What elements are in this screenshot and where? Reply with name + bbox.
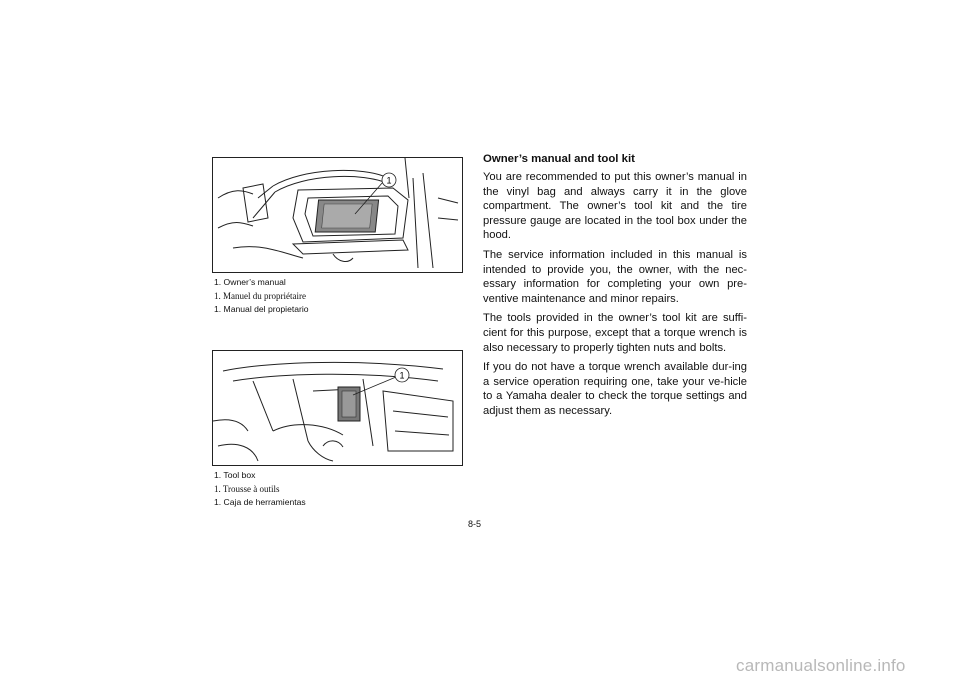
page-number: 8-5 bbox=[468, 519, 482, 529]
paragraph: If you do not have a torque wrench available dur-ing a service operation requiring one, take your ve-hicle to a Yamaha dealer to check the torque settings and adjust them as necessary. bbox=[483, 361, 747, 417]
tool-box-illustration bbox=[212, 350, 463, 466]
figure-1-caption bbox=[214, 276, 309, 317]
caption-spanish: 1. Manual del propietario bbox=[214, 304, 309, 314]
paragraph: The service information included in this manual is intended to provide you, the owner, with the nec-essary information for completing your own pre-ventive maintenance and minor repairs. bbox=[483, 248, 747, 305]
callout-number: 1 bbox=[386, 175, 392, 186]
watermark: carmanualsonline.info bbox=[736, 656, 906, 675]
caption-english: 1. Owner’s manual bbox=[214, 277, 286, 287]
glove-compartment-drawing bbox=[213, 158, 462, 272]
section-heading: Owner’s manual and tool kit bbox=[483, 153, 635, 165]
caption-english: 1. Tool box bbox=[214, 470, 256, 480]
owners-manual-illustration bbox=[212, 157, 463, 273]
figure-2-caption bbox=[214, 469, 306, 510]
caption-french: 1. Trousse à outils bbox=[214, 483, 280, 494]
caption-french: 1. Manuel du propriétaire bbox=[214, 290, 306, 301]
callout-number: 1 bbox=[399, 370, 405, 381]
paragraph: The tools provided in the owner’s tool kit are suffi-cient for this purpose, except that a torque wrench is also necessary to properly tighten nuts and bolts. bbox=[483, 312, 747, 354]
tool-box-drawing bbox=[213, 351, 462, 465]
paragraph: You are recommended to put this owner’s manual in the vinyl bag and always carry it in the glove compartment. The owner’s tool kit and the tire pressure gauge are located in the tool box under the hood. bbox=[483, 171, 747, 242]
caption-spanish: 1. Caja de herramientas bbox=[214, 497, 306, 507]
section-owners-manual-tool-kit bbox=[483, 153, 747, 424]
